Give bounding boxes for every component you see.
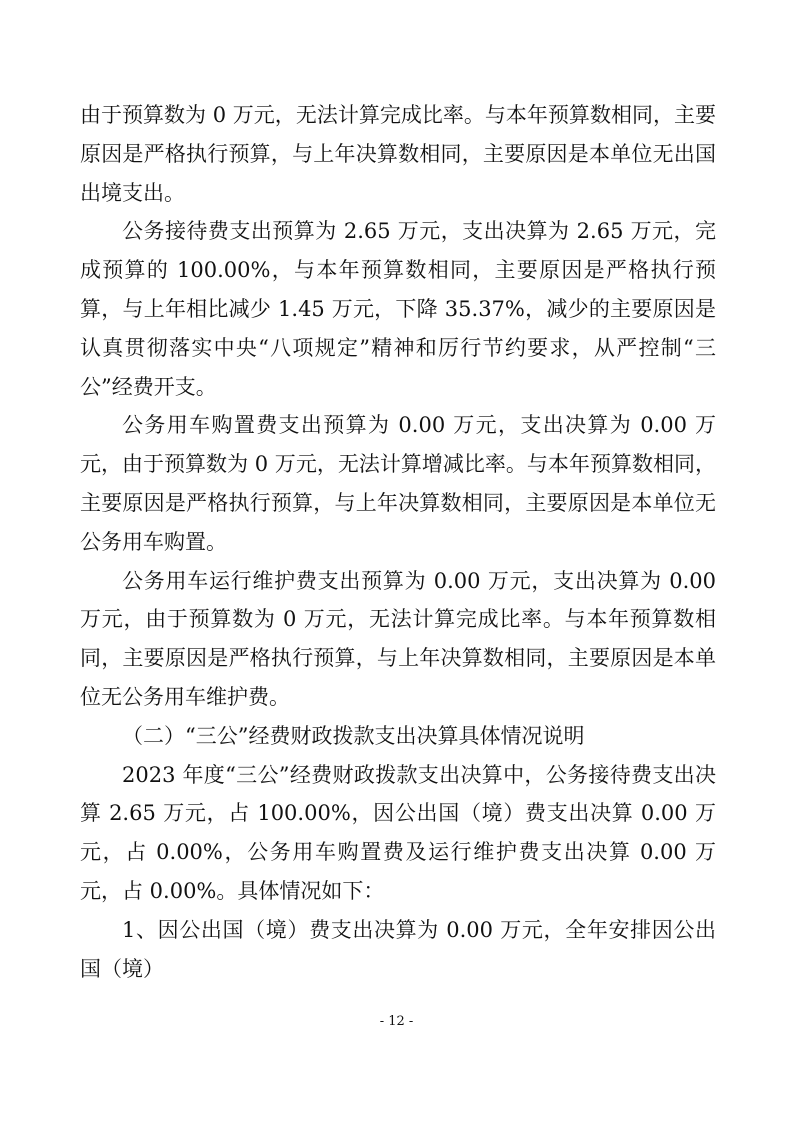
page-number: - 12 - — [379, 1014, 414, 1029]
paragraph-1: 由于预算数为 0 万元，无法计算完成比率。与本年预算数相同，主要原因是严格执行预算，与上年决算数相同，主要原因是本单位无出国出境支出。 — [80, 103, 716, 205]
section-heading: （二）“三公”经费财政拨款支出决算具体情况说明 — [122, 723, 585, 748]
paragraph-2: 公务接待费支出预算为 2.65 万元，支出决算为 2.65 万元，完成预算的 100.00%，与本年预算数相同，主要原因是严格执行预算，与上年相比减少 1.45 万元，下降 35.37%，减少的主要原因是认真贯彻落实中央“八项规定”精神和厉行节约要求，从严控制“三公”经费开支。 — [80, 219, 716, 399]
paragraph-3: 公务用车购置费支出预算为 0.00 万元，支出决算为 0.00 万元，由于预算数为 0 万元，无法计算增减比率。与本年预算数相同，主要原因是严格执行预算，与上年决算数相同，主要原因是本单位无公务用车购置。 — [80, 413, 716, 554]
paragraph-5: 2023 年度“三公”经费财政拨款支出决算中，公务接待费支出决算 2.65 万元，占 100.00%，因公出国（境）费支出决算 0.00 万元，占 0.00%，公务用车购置费及运行维护费支出决算 0.00 万元，占 0.00%。具体情况如下： — [80, 762, 716, 903]
paragraph-6: 1、因公出国（境）费支出决算为 0.00 万元，全年安排因公出国（境） — [80, 917, 716, 981]
paragraph-4: 公务用车运行维护费支出预算为 0.00 万元，支出决算为 0.00 万元，由于预算数为 0 万元，无法计算完成比率。与本年预算数相同，主要原因是严格执行预算，与上年决算数相同，主要原因是本单位无公务用车维护费。 — [80, 568, 716, 709]
document-body — [80, 96, 716, 988]
